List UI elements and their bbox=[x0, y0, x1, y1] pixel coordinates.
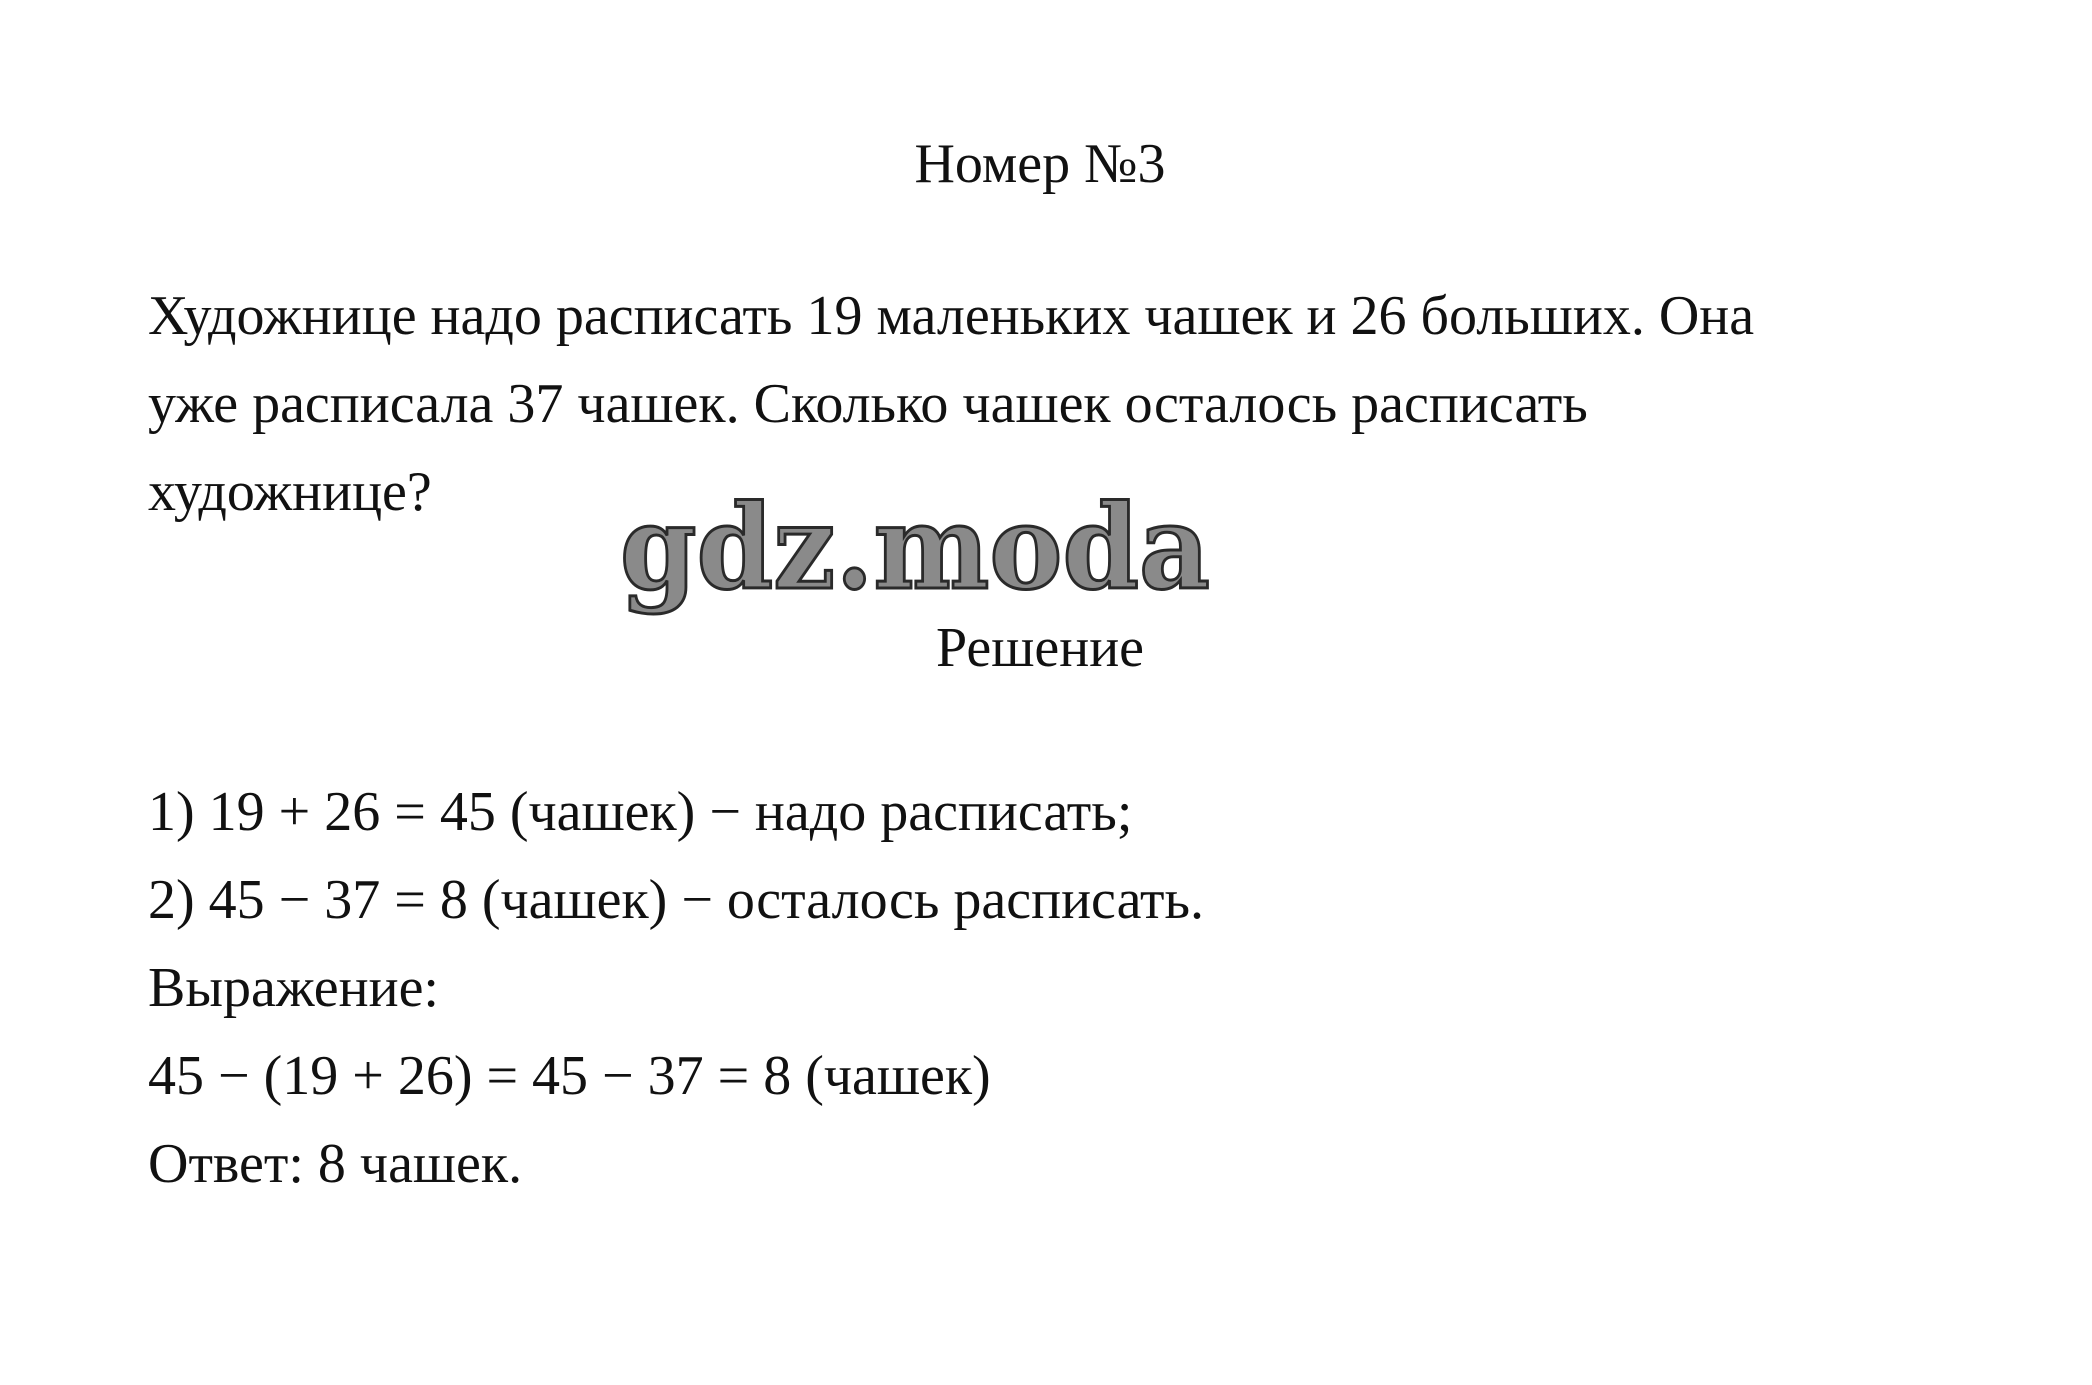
problem-line: Художнице надо расписать 19 маленьких чашек и 26 больших. Она bbox=[148, 285, 1755, 347]
expression: 45 − (19 + 26) = 45 − 37 = 8 (чашек) bbox=[148, 1045, 991, 1107]
solution-step: 1) 19 + 26 = 45 (чашек) − надо расписать; bbox=[148, 781, 1133, 843]
problem-line: уже расписала 37 чашек. Сколько чашек осталось расписать bbox=[148, 373, 1588, 435]
solution-body bbox=[148, 768, 1204, 1208]
answer: Ответ: 8 чашек. bbox=[148, 1133, 523, 1195]
watermark-logo bbox=[616, 488, 1216, 628]
expression-label: Выражение: bbox=[148, 957, 439, 1019]
watermark-logo-text: gdz.moda bbox=[620, 488, 1210, 616]
problem-line: художнице? bbox=[148, 461, 432, 523]
solution-step: 2) 45 − 37 = 8 (чашек) − осталось расписать. bbox=[148, 869, 1204, 931]
page-title: Номер №3 bbox=[914, 133, 1166, 195]
solution-heading: Решение bbox=[935, 617, 1145, 679]
